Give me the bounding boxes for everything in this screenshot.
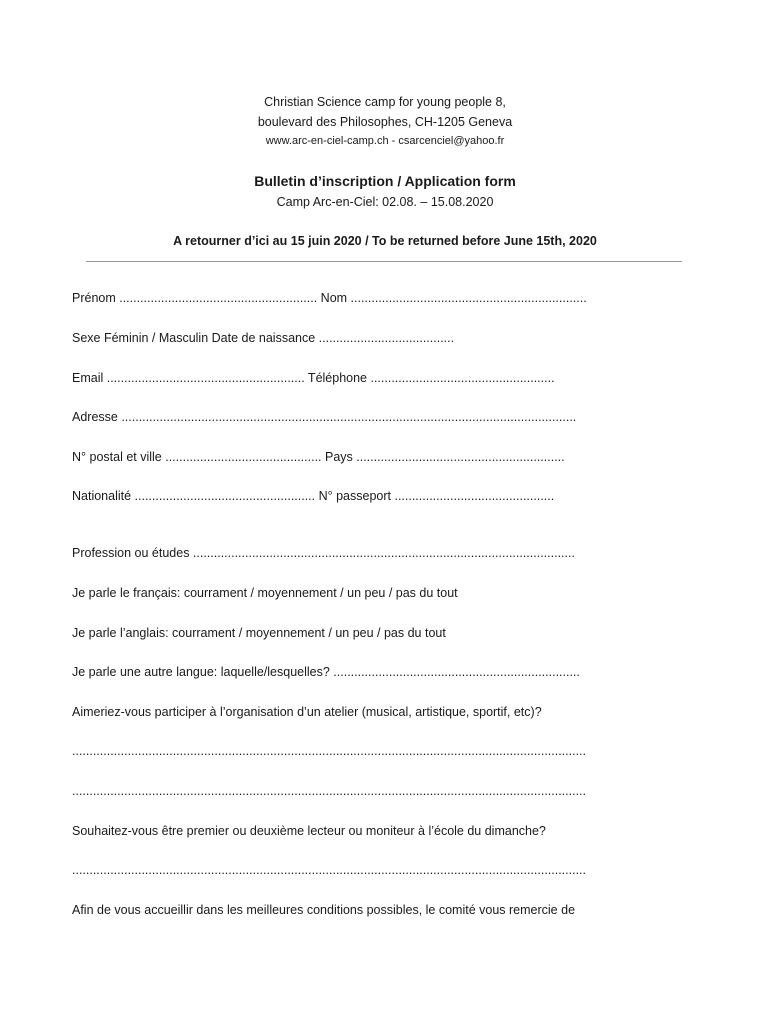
reader-question: Souhaitez-vous être premier ou deuxième lecteur ou moniteur à l’école du dimanche?	[72, 824, 546, 838]
field-profession: Profession ou études ..............................................................................................................	[72, 546, 575, 560]
divider	[86, 261, 682, 262]
field-address: Adresse ...................................................................................................................................	[72, 410, 577, 424]
camp-dates: Camp Arc-en-Ciel: 02.08. – 15.08.2020	[276, 195, 494, 209]
field-other-language: Je parle une autre langue: laquelle/lesquelles? .......................................................................	[72, 665, 580, 679]
workshop-question: Aimeriez-vous participer à l’organisation d’un atelier (musical, artistique, sportif, etc)?	[72, 705, 542, 719]
form-title: Bulletin d’inscription / Application form	[254, 173, 516, 189]
field-sex-birthdate: Sexe Féminin / Masculin Date de naissance .......................................	[72, 331, 455, 345]
field-english-level: Je parle l’anglais: courrament / moyennement / un peu / pas du tout	[72, 626, 446, 640]
workshop-answer-line-2: ....................................................................................................................................................	[72, 784, 586, 798]
closing-text: Afin de vous accueillir dans les meilleures conditions possibles, le comité vous remercie de	[72, 903, 576, 917]
field-email-phone: Email ......................................................... Téléphone .....................................................	[72, 371, 555, 385]
header-line-1: Christian Science camp for young people 8,	[264, 95, 506, 109]
header-line-2: boulevard des Philosophes, CH-1205 Geneva	[257, 115, 513, 129]
field-name: Prénom ......................................................... Nom ....................................................................	[72, 291, 587, 305]
header-contact: www.arc-en-ciel-camp.ch - csarcenciel@yahoo.fr	[265, 135, 505, 147]
field-postal-country: N° postal et ville ............................................. Pays ............................................................	[72, 450, 565, 464]
field-nationality-passport: Nationalité .................................................... N° passeport ..............................................	[72, 489, 555, 503]
reader-answer-line: ....................................................................................................................................................	[72, 863, 586, 877]
workshop-answer-line-1: ....................................................................................................................................................	[72, 744, 586, 758]
field-french-level: Je parle le français: courrament / moyennement / un peu / pas du tout	[72, 586, 458, 600]
deadline-notice: A retourner d’ici au 15 juin 2020 / To be returned before June 15th, 2020	[173, 234, 597, 248]
